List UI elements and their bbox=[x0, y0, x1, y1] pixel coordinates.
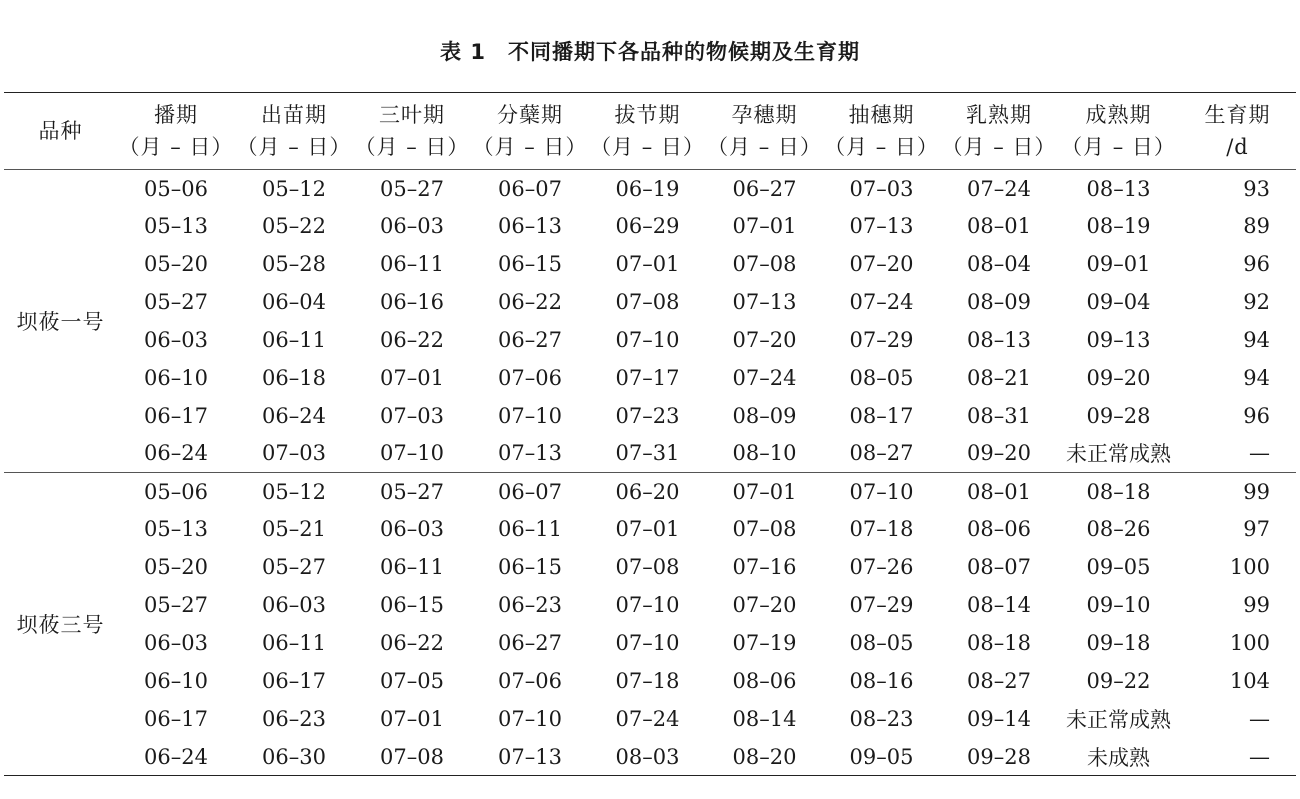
date-cell: 07–10 bbox=[615, 328, 680, 352]
date-cell: 06–04 bbox=[262, 290, 326, 315]
variety-cell: 坝莜一号 bbox=[16, 310, 105, 335]
date-cell: 06–22 bbox=[498, 290, 562, 315]
date-cell: 09–18 bbox=[1086, 631, 1151, 656]
date-cell: 07–20 bbox=[849, 252, 914, 277]
date-cell: 07–23 bbox=[615, 403, 680, 428]
growth-days-cell: — bbox=[1249, 744, 1270, 769]
table-row bbox=[4, 321, 1296, 359]
date-cell: 07–24 bbox=[849, 290, 914, 315]
date-cell: 09–20 bbox=[1086, 365, 1151, 390]
date-cell: 08–19 bbox=[1086, 214, 1151, 239]
date-cell: 07–01 bbox=[615, 517, 680, 542]
date-cell: 09–10 bbox=[1086, 593, 1151, 618]
date-cell: 06–19 bbox=[615, 176, 680, 201]
date-cell: 05–20 bbox=[144, 555, 208, 580]
date-cell: 08–23 bbox=[849, 706, 914, 731]
date-cell: 07–24 bbox=[615, 706, 680, 731]
date-cell: 09–01 bbox=[1086, 252, 1151, 277]
date-cell: 08–27 bbox=[967, 669, 1031, 694]
date-cell: 07–24 bbox=[967, 176, 1031, 201]
date-cell: 09–14 bbox=[967, 706, 1031, 731]
date-cell: 05–27 bbox=[144, 593, 208, 618]
column-header bbox=[589, 93, 706, 170]
growth-days-cell: 94 bbox=[1243, 365, 1270, 390]
date-cell: 06–03 bbox=[380, 214, 444, 239]
date-cell: 07–06 bbox=[498, 365, 562, 390]
variety-group bbox=[4, 170, 1296, 473]
date-cell: 07–08 bbox=[615, 290, 680, 315]
date-cell: 08–06 bbox=[732, 669, 797, 694]
variety-group bbox=[4, 473, 1296, 776]
date-cell: 08–03 bbox=[615, 744, 680, 769]
date-cell: 05–22 bbox=[262, 214, 326, 239]
table-header bbox=[4, 93, 1296, 170]
date-cell: 07–08 bbox=[732, 252, 797, 277]
date-cell: 08–20 bbox=[732, 744, 797, 769]
column-header-name: 孕穗期 bbox=[731, 103, 798, 127]
date-cell: 08–21 bbox=[967, 365, 1031, 390]
date-cell: 07–24 bbox=[732, 365, 797, 390]
date-cell: 06–29 bbox=[615, 214, 680, 239]
date-cell: 09–20 bbox=[967, 441, 1031, 466]
date-cell: 06–10 bbox=[144, 669, 208, 694]
date-cell: 05–27 bbox=[380, 176, 444, 201]
date-cell: 09–05 bbox=[849, 744, 914, 769]
date-cell: 09–22 bbox=[1086, 669, 1151, 694]
column-header bbox=[235, 93, 353, 170]
date-cell: 07–05 bbox=[380, 669, 444, 694]
growth-days-cell: 92 bbox=[1243, 290, 1270, 315]
date-cell: 06–11 bbox=[380, 555, 444, 580]
growth-days-cell: 89 bbox=[1243, 214, 1270, 239]
table-row bbox=[4, 738, 1296, 776]
date-cell: 07–20 bbox=[732, 328, 797, 352]
date-cell: 07–06 bbox=[498, 669, 562, 694]
date-cell: 08–31 bbox=[967, 403, 1031, 428]
date-cell: 06–24 bbox=[144, 441, 208, 466]
growth-days-cell: 100 bbox=[1229, 631, 1270, 656]
table-row bbox=[4, 586, 1296, 624]
date-cell: 05–21 bbox=[262, 517, 326, 542]
date-cell: 07–19 bbox=[732, 631, 797, 656]
date-cell: 09–04 bbox=[1086, 290, 1151, 315]
date-cell: 08–10 bbox=[732, 441, 797, 466]
date-cell: 06–10 bbox=[144, 365, 208, 390]
header-row bbox=[4, 93, 1296, 170]
column-header-unit: （月 – 日） bbox=[824, 135, 939, 159]
growth-days-cell: 94 bbox=[1243, 328, 1270, 352]
date-cell: 08–14 bbox=[732, 706, 797, 731]
date-cell: 07–20 bbox=[732, 593, 797, 618]
date-cell: 08–06 bbox=[967, 517, 1031, 542]
date-cell: 08–17 bbox=[849, 403, 914, 428]
date-cell: 06–22 bbox=[380, 631, 444, 656]
date-cell: 08–09 bbox=[732, 403, 797, 428]
date-cell: 07–29 bbox=[849, 593, 914, 618]
growth-days-cell: 96 bbox=[1243, 403, 1270, 428]
date-cell: 07–18 bbox=[849, 517, 914, 542]
date-cell: 07–01 bbox=[615, 252, 680, 277]
column-header-unit: （月 – 日） bbox=[590, 135, 705, 159]
column-header-name: 乳熟期 bbox=[966, 103, 1032, 127]
table-row bbox=[4, 473, 1296, 511]
date-cell: 07–10 bbox=[498, 706, 562, 731]
date-cell: 06–03 bbox=[380, 517, 444, 542]
date-cell: 07–29 bbox=[849, 328, 914, 352]
growth-days-cell: 99 bbox=[1243, 593, 1270, 618]
date-cell: 05–12 bbox=[262, 176, 326, 201]
date-cell: 07–03 bbox=[262, 441, 326, 466]
date-cell: 06–27 bbox=[498, 631, 562, 656]
date-cell: 07–17 bbox=[615, 365, 680, 390]
date-cell: 09–13 bbox=[1086, 328, 1151, 352]
column-header-unit: （月 – 日） bbox=[1061, 135, 1176, 159]
date-cell: 未正常成熟 bbox=[1066, 707, 1171, 732]
date-cell: 06–30 bbox=[262, 744, 326, 769]
column-header-name: 播期 bbox=[154, 103, 198, 127]
date-cell: 06–11 bbox=[262, 328, 326, 352]
column-header-name: 三叶期 bbox=[379, 103, 445, 127]
column-header-name: 生育期 bbox=[1204, 103, 1271, 127]
date-cell: 06–17 bbox=[144, 403, 208, 428]
column-header-name: 出苗期 bbox=[261, 103, 327, 127]
column-header-unit: （月 – 日） bbox=[118, 135, 234, 159]
date-cell: 05–13 bbox=[144, 214, 208, 239]
date-cell: 06–07 bbox=[498, 176, 562, 201]
date-cell: 08–13 bbox=[1086, 176, 1151, 201]
date-cell: 07–01 bbox=[732, 479, 797, 504]
date-cell: 07–26 bbox=[849, 555, 914, 580]
date-cell: 07–08 bbox=[380, 744, 444, 769]
date-cell: 06–15 bbox=[498, 252, 562, 277]
column-header-name: 分蘖期 bbox=[497, 103, 563, 127]
date-cell: 06–23 bbox=[498, 593, 562, 618]
column-header bbox=[353, 93, 471, 170]
date-cell: 07–03 bbox=[849, 176, 914, 201]
date-cell: 08–13 bbox=[967, 328, 1031, 352]
table-row bbox=[4, 170, 1296, 208]
table-row bbox=[4, 624, 1296, 662]
growth-days-cell: 96 bbox=[1243, 252, 1270, 277]
column-header-name: 抽穗期 bbox=[848, 103, 915, 127]
date-cell: 09–05 bbox=[1086, 555, 1151, 580]
column-header-name: 成熟期 bbox=[1085, 103, 1152, 127]
date-cell: 08–07 bbox=[967, 555, 1031, 580]
variety-cell: 坝莜三号 bbox=[16, 613, 105, 638]
table-row bbox=[4, 662, 1296, 700]
date-cell: 06–22 bbox=[380, 328, 444, 352]
date-cell: 05–27 bbox=[262, 555, 326, 580]
growth-days-cell: 93 bbox=[1243, 176, 1270, 201]
date-cell: 08–18 bbox=[1086, 479, 1151, 504]
date-cell: 07–16 bbox=[732, 555, 797, 580]
date-cell: 08–05 bbox=[849, 365, 914, 390]
date-cell: 07–10 bbox=[498, 403, 562, 428]
date-cell: 08–18 bbox=[967, 631, 1031, 656]
date-cell: 06–15 bbox=[380, 593, 444, 618]
date-cell: 06–03 bbox=[144, 328, 208, 352]
growth-days-cell: — bbox=[1249, 706, 1270, 731]
column-header-name: 品种 bbox=[38, 119, 83, 143]
date-cell: 08–04 bbox=[967, 252, 1031, 277]
date-cell: 05–12 bbox=[262, 479, 326, 504]
column-header-name: 拔节期 bbox=[614, 103, 681, 127]
column-header bbox=[1179, 93, 1296, 170]
date-cell: 未正常成熟 bbox=[1066, 442, 1171, 467]
date-cell: 05–27 bbox=[144, 290, 208, 315]
date-cell: 未成熟 bbox=[1087, 745, 1150, 770]
column-header bbox=[940, 93, 1058, 170]
phenology-table bbox=[4, 92, 1296, 776]
date-cell: 06–27 bbox=[732, 176, 797, 201]
date-cell: 06–11 bbox=[262, 631, 326, 656]
date-cell: 07–10 bbox=[615, 593, 680, 618]
date-cell: 08–01 bbox=[967, 479, 1031, 504]
column-header bbox=[471, 93, 589, 170]
date-cell: 06–11 bbox=[498, 517, 562, 542]
date-cell: 07–13 bbox=[498, 441, 562, 466]
date-cell: 06–03 bbox=[262, 593, 326, 618]
date-cell: 05–20 bbox=[144, 252, 208, 277]
column-header bbox=[4, 93, 117, 170]
date-cell: 05–06 bbox=[144, 176, 208, 201]
date-cell: 06–11 bbox=[380, 252, 444, 277]
date-cell: 08–16 bbox=[849, 669, 914, 694]
date-cell: 09–28 bbox=[967, 744, 1031, 769]
table-row bbox=[4, 435, 1296, 473]
date-cell: 07–31 bbox=[615, 441, 680, 466]
date-cell: 07–01 bbox=[732, 214, 797, 239]
column-header bbox=[823, 93, 940, 170]
date-cell: 06–24 bbox=[144, 744, 208, 769]
date-cell: 08–05 bbox=[849, 631, 914, 656]
date-cell: 07–03 bbox=[380, 403, 444, 428]
date-cell: 08–01 bbox=[967, 214, 1031, 239]
table-row bbox=[4, 700, 1296, 738]
column-header bbox=[1058, 93, 1179, 170]
table-row bbox=[4, 359, 1296, 397]
date-cell: 06–27 bbox=[498, 328, 562, 352]
date-cell: 07–10 bbox=[380, 441, 444, 466]
date-cell: 06–07 bbox=[498, 479, 562, 504]
date-cell: 06–24 bbox=[262, 403, 326, 428]
table-row bbox=[4, 283, 1296, 321]
table-caption bbox=[0, 36, 1300, 66]
date-cell: 07–08 bbox=[732, 517, 797, 542]
growth-days-cell: 97 bbox=[1243, 517, 1270, 542]
date-cell: 06–17 bbox=[262, 669, 326, 694]
table-title: 不同播期下各品种的物候期及生育期 bbox=[507, 40, 860, 64]
column-header bbox=[706, 93, 823, 170]
column-header-unit: /d bbox=[1226, 135, 1249, 159]
date-cell: 08–09 bbox=[967, 290, 1031, 315]
date-cell: 06–03 bbox=[144, 631, 208, 656]
table-row bbox=[4, 511, 1296, 549]
date-cell: 07–13 bbox=[732, 290, 797, 315]
date-cell: 05–27 bbox=[380, 479, 444, 504]
date-cell: 05–13 bbox=[144, 517, 208, 542]
growth-days-cell: 104 bbox=[1229, 669, 1270, 694]
column-header-unit: （月 – 日） bbox=[941, 135, 1057, 159]
date-cell: 05–28 bbox=[262, 252, 326, 277]
column-header bbox=[117, 93, 235, 170]
table-row bbox=[4, 245, 1296, 283]
date-cell: 06–13 bbox=[498, 214, 562, 239]
column-header-unit: （月 – 日） bbox=[472, 135, 588, 159]
date-cell: 08–14 bbox=[967, 593, 1031, 618]
date-cell: 07–10 bbox=[849, 479, 914, 504]
date-cell: 06–20 bbox=[615, 479, 680, 504]
date-cell: 07–18 bbox=[615, 669, 680, 694]
date-cell: 06–15 bbox=[498, 555, 562, 580]
date-cell: 07–08 bbox=[615, 555, 680, 580]
date-cell: 07–10 bbox=[615, 631, 680, 656]
table-row bbox=[4, 548, 1296, 586]
date-cell: 06–17 bbox=[144, 706, 208, 731]
date-cell: 08–26 bbox=[1086, 517, 1151, 542]
growth-days-cell: — bbox=[1249, 441, 1270, 466]
growth-days-cell: 99 bbox=[1243, 479, 1270, 504]
date-cell: 06–23 bbox=[262, 706, 326, 731]
table-number: 表 1 bbox=[440, 40, 486, 64]
table-row bbox=[4, 397, 1296, 435]
column-header-unit: （月 – 日） bbox=[354, 135, 470, 159]
date-cell: 09–28 bbox=[1086, 403, 1151, 428]
date-cell: 08–27 bbox=[849, 441, 914, 466]
date-cell: 07–01 bbox=[380, 365, 444, 390]
growth-days-cell: 100 bbox=[1229, 555, 1270, 580]
date-cell: 07–01 bbox=[380, 706, 444, 731]
date-cell: 05–06 bbox=[144, 479, 208, 504]
column-header-unit: （月 – 日） bbox=[707, 135, 822, 159]
date-cell: 06–18 bbox=[262, 365, 326, 390]
date-cell: 07–13 bbox=[498, 744, 562, 769]
column-header-unit: （月 – 日） bbox=[236, 135, 352, 159]
date-cell: 06–16 bbox=[380, 290, 444, 315]
table-row bbox=[4, 207, 1296, 245]
date-cell: 07–13 bbox=[849, 214, 914, 239]
